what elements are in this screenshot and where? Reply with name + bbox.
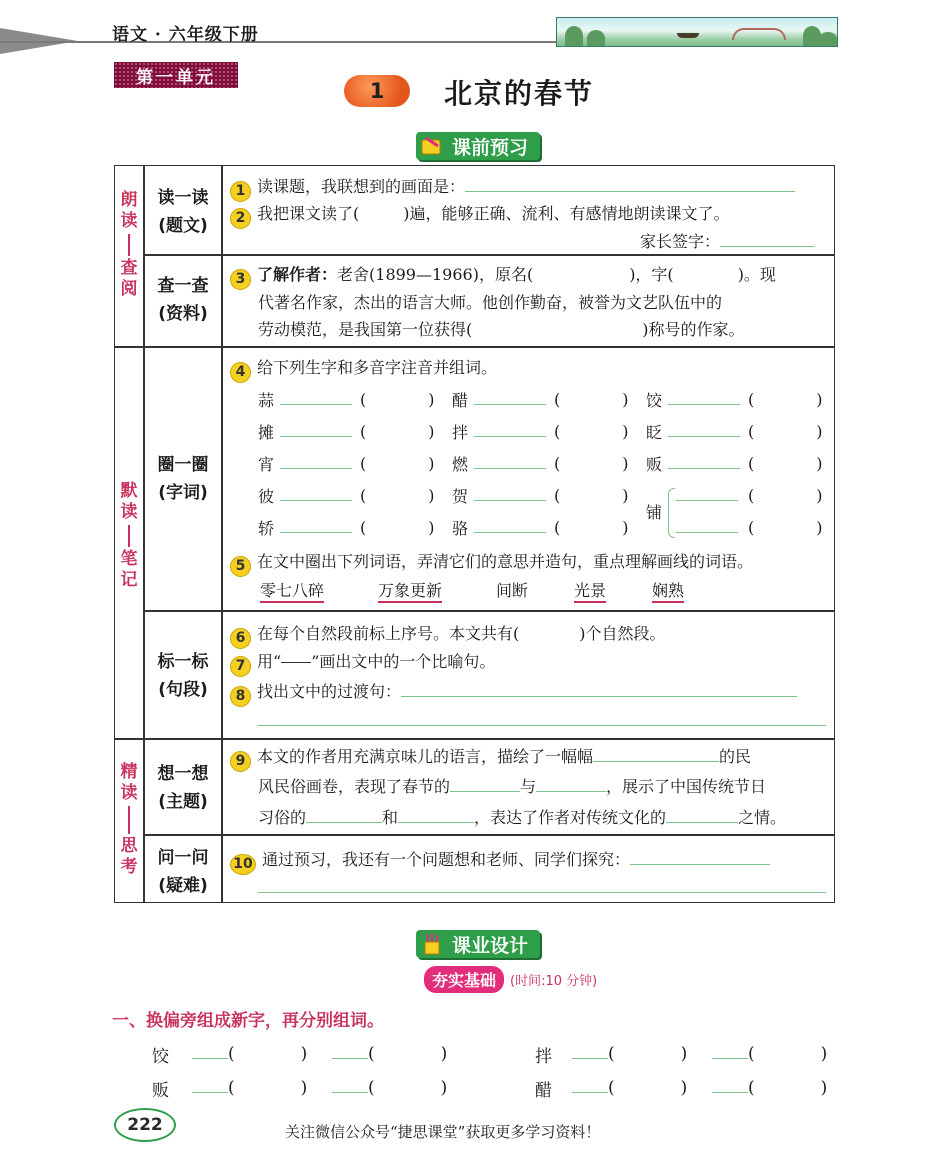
- question-3: 3 了解作者：老舍(1899—1966)，原名( )，字( )。现: [230, 263, 776, 290]
- exercise-blank[interactable]: ( ): [712, 1042, 827, 1064]
- exercise-blank[interactable]: ( ): [712, 1076, 827, 1098]
- char-item: 眨: [646, 423, 663, 442]
- char-item: 燃: [452, 455, 469, 474]
- word-item: 娴熟: [652, 578, 684, 603]
- exercise-row: 饺: [152, 1047, 169, 1067]
- char-item: 醋: [452, 391, 469, 410]
- word-item: 万象更新: [378, 578, 442, 603]
- basic-section-header: [424, 966, 597, 993]
- sub-label-mark: 标一标 (句段): [157, 652, 209, 700]
- character-grid: [258, 388, 828, 548]
- answer-line[interactable]: [258, 892, 826, 893]
- basic-tag: 夯实基础: [424, 966, 504, 993]
- design-banner: [416, 930, 540, 958]
- answer-line[interactable]: [401, 680, 797, 697]
- char-item: 贺: [452, 487, 469, 506]
- lesson-number-badge: 1: [344, 75, 410, 107]
- char-item: 贩: [646, 455, 663, 474]
- pinyin-blank[interactable]: ( ): [668, 452, 823, 473]
- char-item: 蒜: [258, 391, 275, 410]
- pinyin-blank[interactable]: ( ): [474, 452, 629, 473]
- book-icon: [420, 134, 444, 158]
- sub-label-read: 读一读 (题文): [157, 188, 209, 236]
- question-3-line2: 代著名作家，杰出的语言大师。他创作勤奋，被誉为文艺队伍中的: [258, 293, 723, 312]
- stage-label-read: 朗读 查阅: [120, 190, 138, 299]
- pinyin-blank[interactable]: ( ): [280, 388, 435, 409]
- char-item: 骆: [452, 519, 469, 538]
- pinyin-blank[interactable]: ( ): [668, 388, 823, 409]
- exercise-title: 一、换偏旁组成新字，再分别组词。: [112, 1011, 384, 1031]
- question-10: 10 通过预习，我还有一个问题想和老师、同学们探究：: [230, 848, 770, 875]
- pinyin-blank[interactable]: ( ): [280, 420, 435, 441]
- pinyin-blank[interactable]: ( ): [668, 420, 823, 441]
- question-8: 8 找出文中的过渡句：: [230, 680, 797, 707]
- char-item: 宵: [258, 455, 275, 474]
- word-item: 间断: [496, 581, 529, 600]
- word-item: 零七八碎: [260, 578, 324, 603]
- exercise-blank[interactable]: ( ): [572, 1076, 687, 1098]
- answer-line[interactable]: [465, 175, 795, 192]
- footer-note: 关注微信公众号“捷思课堂”获取更多学习资料！: [285, 1123, 601, 1141]
- page-number: 222: [114, 1108, 176, 1142]
- question-9: 9 本文的作者用充满京味儿的语言，描绘了一幅幅 的民: [230, 745, 751, 772]
- pinyin-blank[interactable]: ( ): [474, 484, 629, 505]
- exercise-blank[interactable]: ( ): [192, 1042, 307, 1064]
- question-7: 7 用“ ”画出文中的一个比喻句。: [230, 650, 495, 677]
- pinyin-blank[interactable]: ( ): [676, 484, 823, 505]
- design-banner-label: 课业设计: [452, 934, 529, 957]
- question-9-line3: 习俗的 和 ，表达了作者对传统文化的 之情。: [258, 808, 787, 827]
- pinyin-blank[interactable]: ( ): [676, 516, 823, 537]
- char-item: 拌: [452, 423, 469, 442]
- brace: [668, 488, 675, 538]
- pinyin-blank[interactable]: ( ): [280, 516, 435, 537]
- question-9-line2: 风民俗画卷，表现了春节的 与 ，展示了中国传统节日: [258, 777, 767, 796]
- question-3-line3: 劳动模范，是我国第一位获得( )称号的作家。: [258, 320, 745, 339]
- exercise-row: 贩: [152, 1081, 169, 1101]
- question-5: 5 在文中圈出下列词语，弄清它们的意思并造句，重点理解画线的词语。: [230, 550, 753, 577]
- pinyin-blank[interactable]: ( ): [474, 420, 629, 441]
- question-6: 6 在每个自然段前标上序号。本文共有( )个自然段。: [230, 622, 666, 649]
- sub-label-think: 想一想 (主题): [157, 764, 209, 812]
- sub-label-lookup: 查一查 (资料): [157, 276, 209, 324]
- book-title: 语文 · 六年级下册: [112, 25, 259, 45]
- answer-line[interactable]: [258, 725, 826, 726]
- sub-label-ask: 问一问 (疑难): [157, 848, 209, 896]
- answer-line[interactable]: [630, 848, 770, 865]
- sub-label-circle: 圈一圈 (字词): [157, 455, 209, 503]
- preview-banner: [416, 132, 540, 160]
- char-item: 铺: [646, 503, 663, 522]
- pinyin-blank[interactable]: ( ): [280, 484, 435, 505]
- char-item: 饺: [646, 391, 663, 410]
- exercise-row: 拌: [535, 1047, 552, 1067]
- exercise-row: 醋: [535, 1081, 552, 1101]
- time-note: (时间:10 分钟): [510, 974, 598, 989]
- signature-line[interactable]: [720, 230, 814, 247]
- char-item: 轿: [258, 519, 275, 538]
- exercise-blank[interactable]: ( ): [192, 1076, 307, 1098]
- word-item: 光景: [574, 578, 606, 603]
- question-2: 2 我把课文读了( )遍，能够正确、流利、有感情地朗读课文了。: [230, 202, 730, 229]
- pencil-cup-icon: [420, 932, 444, 956]
- question-1: 1 读课题，我联想到的画面是：: [230, 175, 795, 202]
- exercise-blank[interactable]: ( ): [572, 1042, 687, 1064]
- header-illustration: [556, 17, 838, 47]
- lesson-title: 北京的春节: [444, 77, 595, 110]
- pinyin-blank[interactable]: ( ): [280, 452, 435, 473]
- parent-signature: 家长签字：: [640, 230, 814, 254]
- unit-badge: 第一单元: [114, 62, 238, 88]
- char-item: 摊: [258, 423, 275, 442]
- header-rule: [0, 41, 556, 43]
- char-item: 彼: [258, 487, 275, 506]
- exercise-blank[interactable]: ( ): [332, 1076, 447, 1098]
- stage-label-silent: 默读 笔记: [120, 481, 138, 590]
- pinyin-blank[interactable]: ( ): [474, 516, 629, 537]
- stage-label-intensive: 精读 思考: [120, 762, 138, 877]
- exercise-blank[interactable]: ( ): [332, 1042, 447, 1064]
- question-4: 4 给下列生字和多音字注音并组词。: [230, 356, 497, 383]
- pinyin-blank[interactable]: ( ): [474, 388, 629, 409]
- preview-banner-label: 课前预习: [452, 136, 529, 159]
